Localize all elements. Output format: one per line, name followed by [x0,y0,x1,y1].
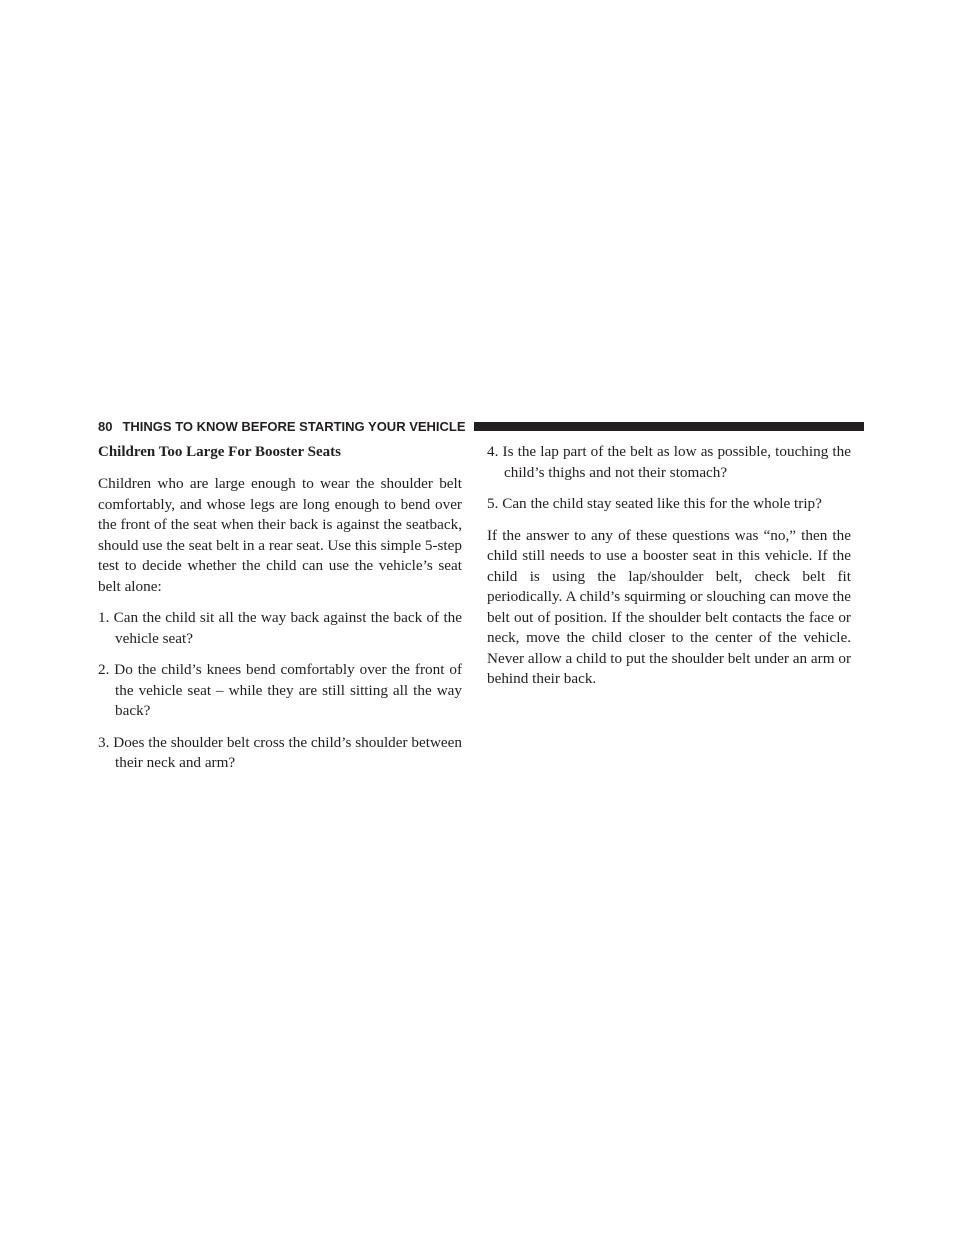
left-column [98,442,462,785]
page-header [98,415,864,437]
list-item: 4. Is the lap part of the belt as low as possible, touching the child’s thighs and not their stomach? [487,443,851,481]
list-item: 3. Does the shoulder belt cross the child’s shoulder between their neck and arm? [98,733,462,771]
checklist-right [487,442,851,515]
list-item: 2. Do the child’s knees bend comfortably over the front of the vehicle seat – while they are still sitting all the way back? [98,661,462,719]
right-column [487,442,851,701]
section-title: THINGS TO KNOW BEFORE STARTING YOUR VEHICLE [122,418,466,434]
conclusion-paragraph: If the answer to any of these questions was “no,” then the child still needs to use a booster seat in this vehicle. If the child is using the lap/shoulder belt, check belt fit periodically. A child’s squirming or slouching can move the belt out of position. If the shoulder belt contacts the face or neck, move the child closer to the center of the vehicle. Never allow a child to put the shoulder belt under an arm or behind their back. [487,526,851,687]
section-heading: Children Too Large For Booster Seats [98,444,341,460]
page-number: 80 [98,418,113,434]
list-item: 5. Can the child stay seated like this for the whole trip? [487,495,822,512]
intro-paragraph: Children who are large enough to wear the shoulder belt comfortably, and whose legs are long enough to bend over the front of the seat when their back is against the seatback, should use the seat belt in a rear seat. Use this simple 5-step test to decide whether the child can use the vehicle’s seat belt alone: [98,475,462,595]
checklist-left [98,608,462,774]
header-rule [474,422,864,431]
list-item: 1. Can the child sit all the way back against the back of the vehicle seat? [98,609,462,647]
